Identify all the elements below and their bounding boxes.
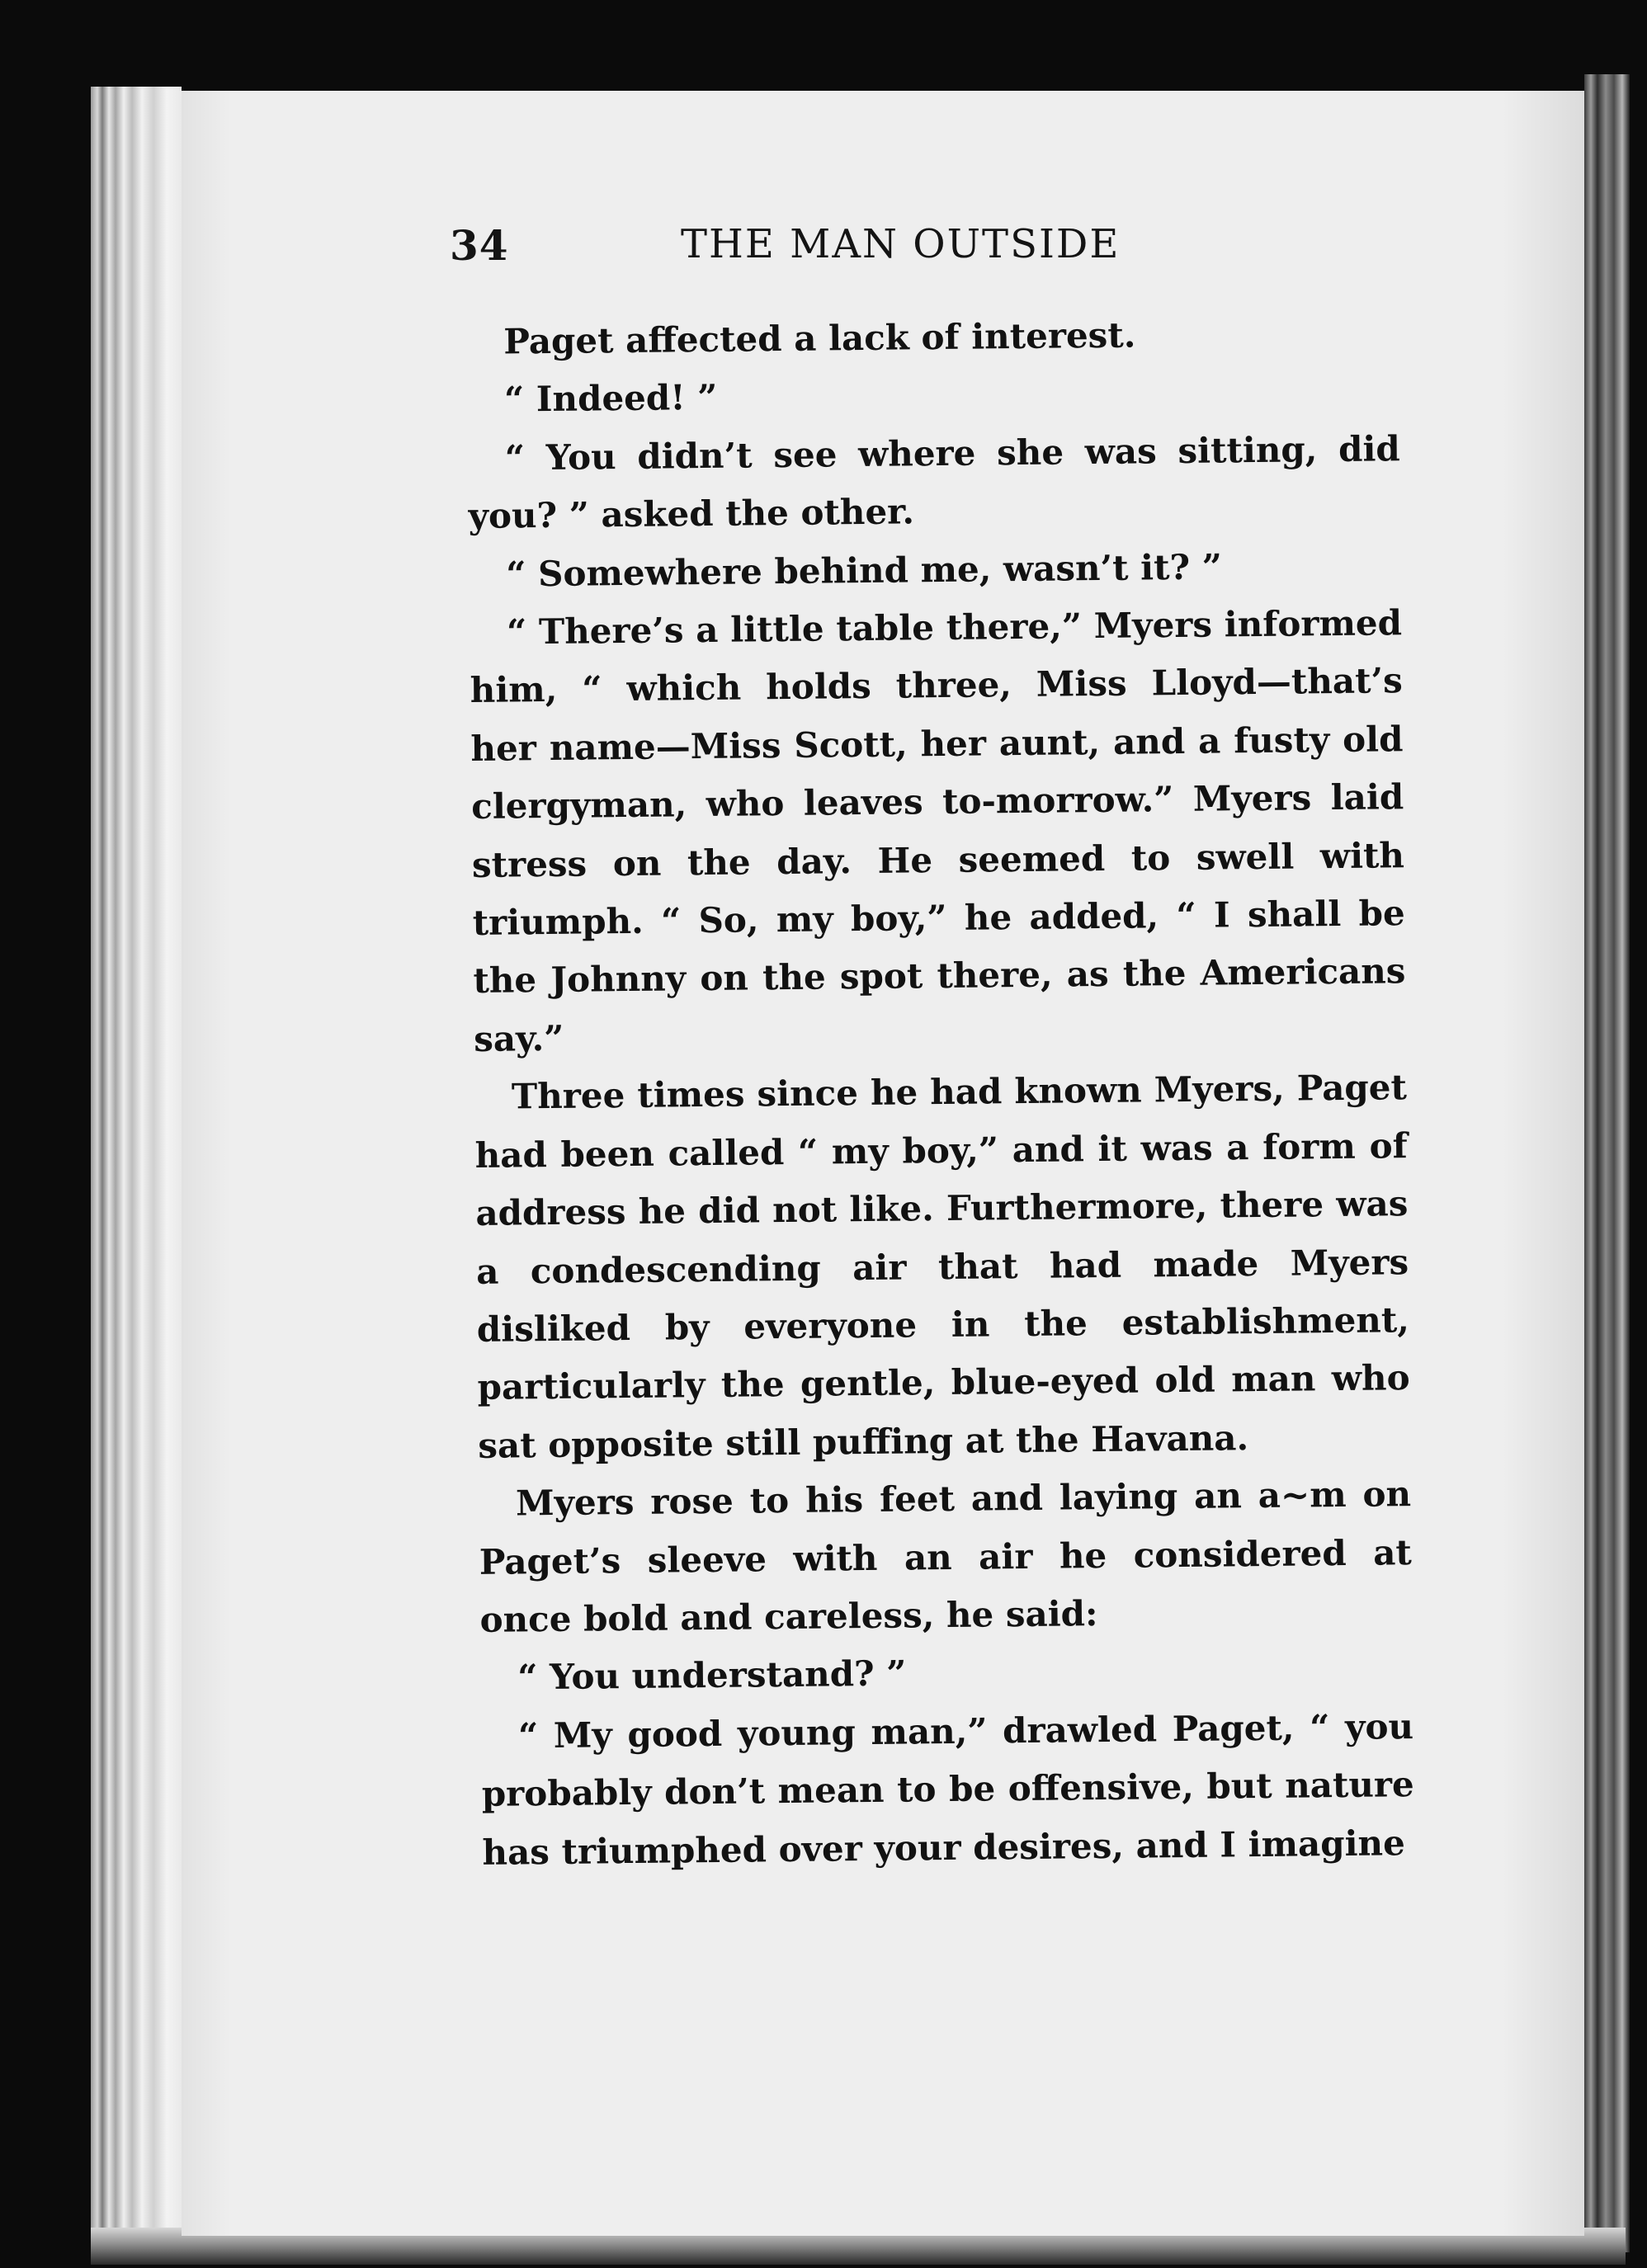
paragraph: Myers rose to his feet and laying an a~m on Paget’s sleeve with an air he considered at once bold and careless, he said: — [479, 1473, 1413, 1640]
paragraph: “ You understand? ” — [517, 1653, 907, 1698]
paragraph: “ My good young man,” drawled Paget, “ you probably don’t mean to be offensive, but nature has triumphed over your desires, and I imagine — [481, 1705, 1414, 1873]
page-stack-left-edge — [91, 87, 182, 2265]
paragraph: “ You didn’t see where she was sitting, did you? ” asked the other. — [468, 427, 1401, 537]
paragraph: “ Indeed! ” — [503, 377, 718, 420]
book-title: THE MAN OUTSIDE — [681, 221, 1121, 267]
paragraph: “ There’s a little table there,” Myers informed him, “ which holds three, Miss Lloyd—that’s her name—Miss Scott, her aunt, and a fusty old clergyman, who leaves to-morrow.” Myers laid stress on the day. He seemed to swell with triumph. “ So, my boy,” he added, “ I shall be the Johnny on the spot there, as the Americans say.” — [470, 602, 1406, 1059]
paragraph: Three times since he had known Myers, Paget had been called “ my boy,” and it was a form of address he did not like. Furthermore, there was a condescending air that had made Myers disliked by everyone in the establishment, particularly the gentle, blue-eyed old man who sat opposite still puffing at the Havana. — [474, 1067, 1410, 1466]
paragraph: Paget affected a lack of interest. — [503, 314, 1136, 362]
body-text — [466, 304, 1415, 1882]
running-head — [450, 221, 1522, 287]
paragraph: “ Somewhere behind me, wasn’t it? ” — [506, 546, 1223, 595]
page-stack-right-edge — [1584, 74, 1630, 2252]
page-number: 34 — [450, 221, 509, 270]
